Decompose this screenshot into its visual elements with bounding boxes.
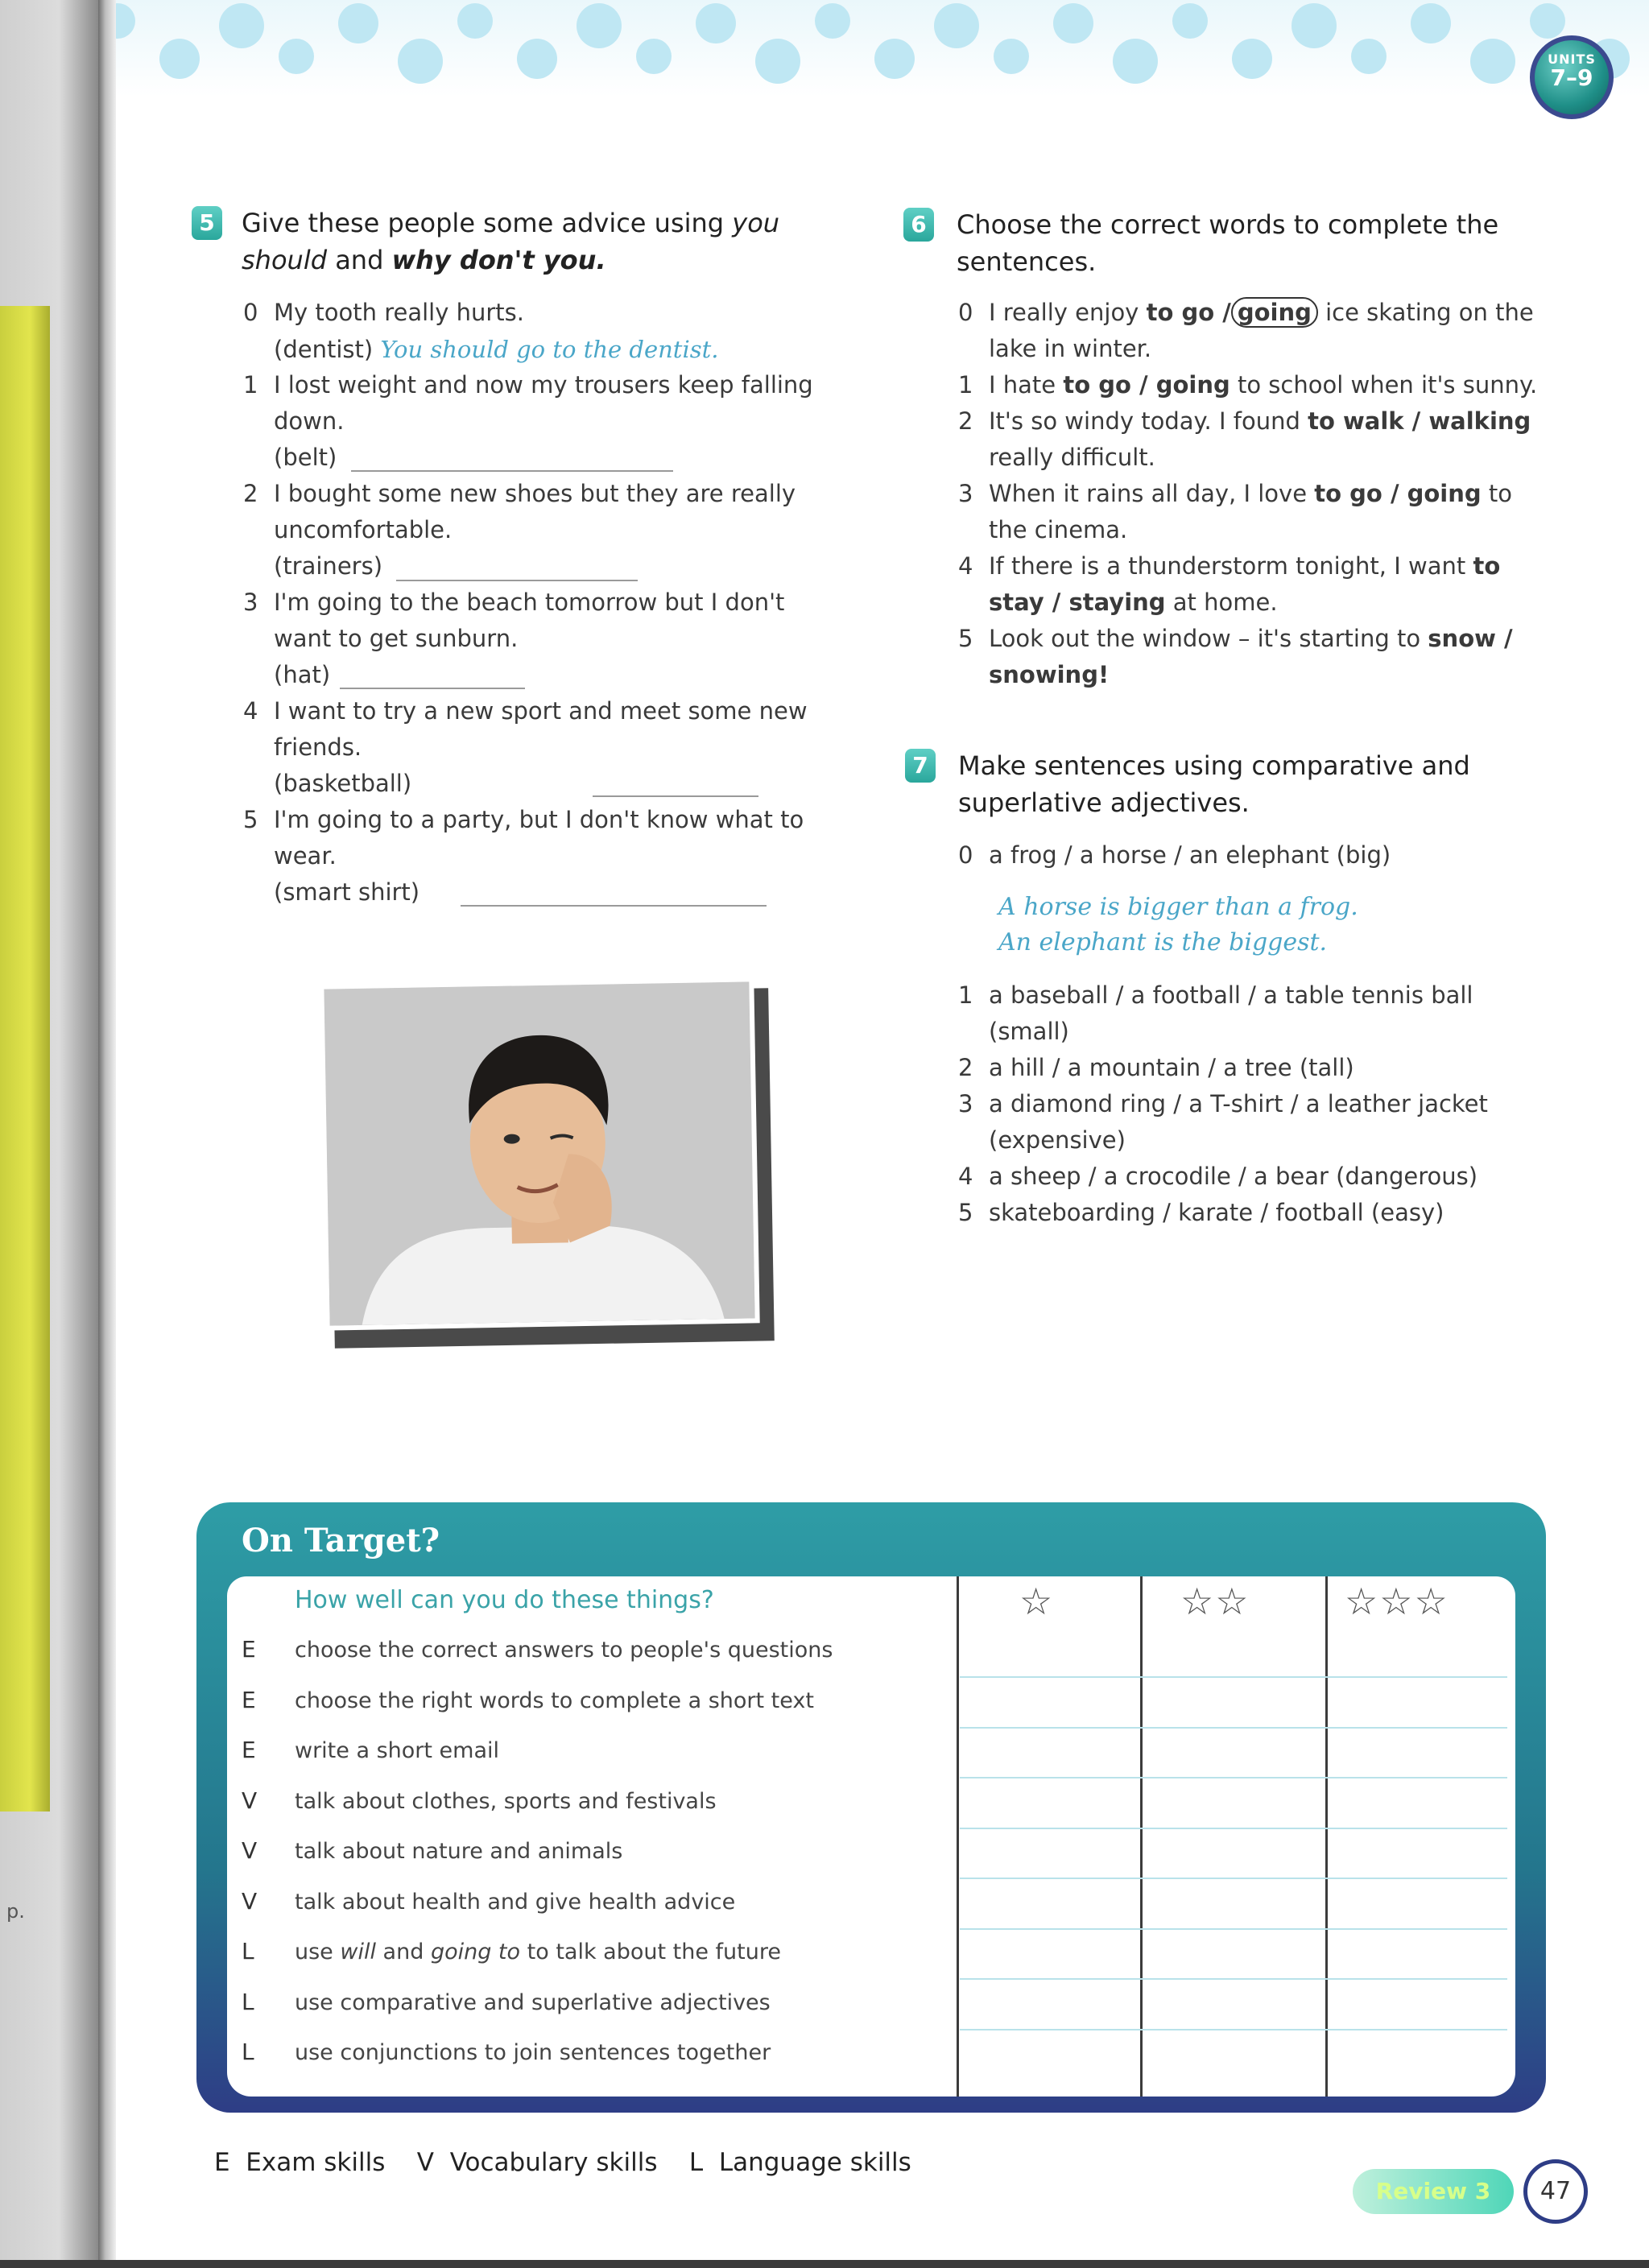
item-text: When it rains all day, I love — [989, 480, 1315, 507]
item-text: a frog / a horse / an elephant (big) — [989, 841, 1391, 869]
decorative-dot — [457, 3, 493, 39]
ex6-item-0 — [958, 295, 1570, 331]
answer-line[interactable] — [340, 688, 525, 689]
item-text: skateboarding / karate / football (easy) — [989, 1199, 1444, 1226]
rating-cell-1-star[interactable] — [960, 1630, 1140, 1676]
rating-cell-1-star[interactable] — [960, 1730, 1140, 1777]
skill-type-letter: V — [242, 1787, 258, 1814]
top-decorative-band — [116, 0, 1649, 97]
item-number: 1 — [243, 371, 258, 399]
ex5-title-text: Give these people some advice using — [242, 208, 733, 238]
ex5-item-0-cue — [274, 332, 719, 368]
decorative-dot — [279, 39, 314, 74]
ex5-item-4-line2: friends. — [274, 733, 362, 761]
decorative-dot — [219, 3, 264, 48]
item-text: I lost weight and now my trousers keep falling — [274, 371, 813, 399]
item-text: I bought some new shoes but they are really — [274, 480, 796, 507]
decorative-dot — [159, 39, 200, 79]
item-text-rest: to — [1481, 480, 1513, 507]
skill-description: choose the right words to complete a short text — [295, 1688, 814, 1713]
skill-description-part: going to — [430, 1940, 521, 1964]
rating-cell-1-star[interactable] — [960, 1931, 1140, 1978]
ex5-item-1-line2: down. — [274, 407, 345, 435]
item-number: 3 — [958, 480, 973, 507]
item-number: 2 — [243, 480, 258, 507]
answer-line[interactable] — [396, 580, 638, 581]
answer-line[interactable] — [461, 905, 767, 907]
option-separator: / — [1214, 299, 1231, 326]
decorative-dot — [1351, 39, 1387, 74]
ex6-item-3 — [958, 476, 1570, 512]
decorative-dot — [755, 39, 800, 84]
rating-cell-2-star[interactable] — [1143, 1931, 1324, 1978]
rating-cell-3-star[interactable] — [1329, 1882, 1511, 1928]
row-divider — [960, 1878, 1507, 1879]
ex6-item-5-line2 — [989, 657, 1109, 693]
rating-cell-1-star[interactable] — [960, 1982, 1140, 2029]
ex6-item-5 — [958, 621, 1570, 657]
cue-word: (dentist) — [274, 336, 374, 363]
item-text: Look out the window – it's starting to — [989, 625, 1428, 652]
exercise-5-title — [242, 204, 853, 279]
item-number: 5 — [958, 625, 973, 652]
on-target-title: On Target? — [242, 1522, 440, 1560]
ex5-item-3-line2: want to get sunburn. — [274, 625, 519, 652]
item-number: 1 — [958, 981, 973, 1009]
skills-legend: E Exam skills V Vocabulary skills L Language skills — [214, 2148, 911, 2177]
item-text: I'm going to the beach tomorrow but I don't — [274, 589, 785, 616]
rating-cell-1-star[interactable] — [960, 1831, 1140, 1878]
item-number: 2 — [958, 407, 973, 435]
item-text: a baseball / a football / a table tennis ball — [989, 981, 1473, 1009]
decorative-dot — [696, 3, 736, 43]
rating-cell-2-star[interactable] — [1143, 2032, 1324, 2079]
options[interactable]: to walk / walking — [1308, 407, 1531, 435]
decorative-dot — [934, 3, 979, 48]
row-divider — [960, 1928, 1507, 1930]
rating-cell-3-star[interactable] — [1329, 1831, 1511, 1878]
skill-type-letter: L — [242, 1989, 254, 2015]
ex7-item-3 — [958, 1086, 1570, 1122]
item-number: 1 — [958, 371, 973, 399]
options[interactable]: to — [1473, 552, 1501, 580]
punctuation: ! — [1097, 661, 1110, 688]
ex5-title-mid: and — [327, 245, 392, 275]
skill-description-part: to talk about the future — [520, 1940, 781, 1964]
rating-cell-1-star[interactable] — [960, 2032, 1140, 2079]
decorative-dot — [1232, 39, 1272, 79]
page-bottom-edge — [0, 2260, 1649, 2268]
item-number: 5 — [958, 1199, 973, 1226]
row-divider — [960, 1727, 1507, 1729]
rating-cell-3-star[interactable] — [1329, 1931, 1511, 1978]
decorative-dot — [116, 3, 135, 39]
rating-cell-3-star[interactable] — [1329, 1630, 1511, 1676]
exercise-6-title-line2: sentences. — [957, 246, 1097, 277]
rating-cell-2-star[interactable] — [1143, 1680, 1324, 1727]
ex5-item-5-cue: (smart shirt) — [274, 878, 420, 906]
ex6-item-4-line2 — [989, 585, 1278, 621]
answer-line[interactable] — [593, 795, 758, 797]
rating-cell-1-star[interactable] — [960, 1680, 1140, 1727]
item-number: 4 — [958, 1163, 973, 1190]
skill-description-part: and — [375, 1940, 431, 1964]
item-text: I'm going to a party, but I don't know what to — [274, 806, 804, 833]
unit-badge-range: 7–9 — [1550, 64, 1593, 91]
row-divider — [960, 1777, 1507, 1778]
example-answer-2: An elephant is the biggest. — [998, 928, 1328, 956]
item-text: a hill / a mountain / a tree (tall) — [989, 1054, 1354, 1081]
rating-cell-3-star[interactable] — [1329, 2032, 1511, 2079]
item-text: a diamond ring / a T-shirt / a leather jacket — [989, 1090, 1488, 1117]
skill-type-letter: E — [242, 1737, 256, 1763]
skill-description-part: will — [340, 1940, 376, 1964]
row-divider — [960, 2029, 1507, 2030]
skill-description: choose the correct answers to people's questions — [295, 1638, 833, 1663]
photo-boy-toothache — [319, 977, 759, 1330]
item-text-rest: ice skating on the — [1317, 299, 1534, 326]
side-text-fragment: p. — [6, 1900, 25, 1923]
table-question-heading: How well can you do these things? — [295, 1586, 714, 1614]
two-star-icon: ☆☆ — [1180, 1580, 1250, 1623]
exercise-7-number: 7 — [905, 749, 936, 783]
ex5-item-2-cue: (trainers) — [274, 552, 383, 580]
skill-description-part: use — [295, 1940, 341, 1964]
review-section-tab: Review 3 — [1353, 2169, 1514, 2214]
item-number: 0 — [958, 299, 973, 326]
item-number: 4 — [243, 697, 258, 725]
rating-cell-2-star[interactable] — [1143, 1781, 1324, 1828]
item-number: 4 — [958, 552, 973, 580]
ex6-item-1 — [958, 367, 1570, 403]
skill-type-letter: L — [242, 2039, 254, 2065]
decorative-dot — [577, 3, 622, 48]
page-number: 47 — [1523, 2159, 1588, 2224]
decorative-dot — [874, 39, 915, 79]
example-answer: You should go to the dentist. — [380, 336, 719, 363]
skill-description: talk about clothes, sports and festivals — [295, 1789, 717, 1814]
row-divider — [960, 1828, 1507, 1829]
ex7-item-0 — [958, 837, 1570, 874]
item-number: 3 — [243, 589, 258, 616]
rating-cell-1-star[interactable] — [960, 1882, 1140, 1928]
ex7-item-1-line2: (small) — [989, 1018, 1069, 1045]
ex6-item-2 — [958, 403, 1570, 440]
decorative-dot — [1053, 3, 1093, 43]
decorative-dot — [636, 39, 672, 74]
rating-cell-3-star[interactable] — [1329, 1680, 1511, 1727]
option-a: to go — [1146, 299, 1215, 326]
options[interactable]: to go / going — [1063, 371, 1230, 399]
column-divider — [1325, 1576, 1328, 2097]
book-gutter — [98, 0, 116, 2268]
exercise-6-title-line1: Choose the correct words to complete the — [957, 209, 1499, 240]
ex5-item-5-line2: wear. — [274, 842, 337, 870]
exercise-6-number: 6 — [903, 208, 934, 242]
rating-cell-1-star[interactable] — [960, 1781, 1140, 1828]
rating-cell-3-star[interactable] — [1329, 1781, 1511, 1828]
item-text: If there is a thunderstorm tonight, I want — [989, 552, 1473, 580]
rating-cell-2-star[interactable] — [1143, 1630, 1324, 1676]
decorative-dot — [517, 39, 557, 79]
decorative-dot — [1470, 39, 1515, 84]
item-text-rest: at home. — [1165, 589, 1278, 616]
ex5-title-italic-2: why don't you. — [391, 245, 606, 275]
rating-cell-2-star[interactable] — [1143, 1982, 1324, 2029]
ex6-item-3-line2: the cinema. — [989, 516, 1128, 543]
item-text-rest: to school when it's sunny. — [1230, 371, 1538, 399]
ex5-item-1-cue: (belt) — [274, 444, 337, 471]
skill-description: talk about health and give health advice — [295, 1890, 736, 1915]
ex6-item-4 — [958, 548, 1570, 585]
skill-description: write a short email — [295, 1738, 500, 1763]
ex7-item-3-line2: (expensive) — [989, 1126, 1126, 1154]
skill-description: talk about nature and animals — [295, 1839, 623, 1864]
item-number: 2 — [958, 1054, 973, 1081]
decorative-dot — [1172, 3, 1208, 39]
ex7-item-4 — [958, 1159, 1570, 1195]
item-number: 0 — [243, 299, 258, 326]
unit-badge-label: UNITS — [1548, 52, 1596, 67]
decorative-dot — [1292, 3, 1337, 48]
item-number: 3 — [958, 1090, 973, 1117]
column-divider — [957, 1576, 959, 2097]
rating-cell-2-star[interactable] — [1143, 1831, 1324, 1878]
skill-description: use comparative and superlative adjectives — [295, 1990, 771, 2015]
ex7-item-5 — [958, 1195, 1570, 1231]
circled-answer: going — [1231, 297, 1318, 328]
rating-cell-3-star[interactable] — [1329, 1982, 1511, 2029]
ex6-item-0-line2: lake in winter. — [989, 335, 1152, 362]
skill-type-letter: E — [242, 1636, 256, 1663]
unit-badge — [1530, 35, 1614, 119]
ex5-item-4-cue: (basketball) — [274, 770, 412, 797]
ex5-title-italic-1: you should — [242, 208, 780, 275]
decorative-dot — [338, 3, 378, 43]
skill-type-letter: V — [242, 1837, 258, 1864]
item-text: I want to try a new sport and meet some new — [274, 697, 808, 725]
options[interactable]: stay / staying — [989, 589, 1166, 616]
ex5-item-2-line2: uncomfortable. — [274, 516, 453, 543]
item-text: My tooth really hurts. — [274, 299, 524, 326]
ex7-item-1 — [958, 977, 1570, 1014]
example-answer-1: A horse is bigger than a frog. — [998, 893, 1358, 921]
decorative-dot — [398, 39, 443, 84]
skill-type-letter: E — [242, 1687, 256, 1713]
decorative-dot — [815, 3, 850, 39]
decorative-dot — [994, 39, 1029, 74]
item-text: I hate — [989, 371, 1064, 399]
three-star-icon: ☆☆☆ — [1345, 1580, 1449, 1623]
row-divider — [960, 1676, 1507, 1678]
options[interactable]: snow / — [1428, 625, 1513, 652]
exercise-7-title-line2: superlative adjectives. — [958, 787, 1250, 818]
decorative-dot — [1530, 3, 1565, 39]
exercise-5-number: 5 — [192, 206, 222, 240]
ex6-item-2-line2: really difficult. — [989, 444, 1155, 471]
row-divider — [960, 1978, 1507, 1980]
ex5-item-3-cue: (hat) — [274, 661, 331, 688]
options[interactable]: snowing — [989, 661, 1098, 688]
skill-description: use conjunctions to join sentences together — [295, 2040, 771, 2065]
options[interactable]: to go / going — [1314, 480, 1482, 507]
decorative-dot — [1411, 3, 1451, 43]
item-text: I really enjoy — [989, 299, 1147, 326]
one-star-icon: ☆ — [1019, 1580, 1055, 1623]
column-divider — [1140, 1576, 1143, 2097]
item-text: It's so windy today. I found — [989, 407, 1308, 435]
skill-description — [295, 1940, 781, 1964]
answer-line[interactable] — [351, 470, 673, 472]
decorative-dot — [1113, 39, 1158, 84]
skill-type-letter: V — [242, 1888, 258, 1915]
item-text: a sheep / a crocodile / a bear (dangerous) — [989, 1163, 1478, 1190]
rating-cell-2-star[interactable] — [1143, 1882, 1324, 1928]
item-number: 0 — [958, 841, 973, 869]
skill-type-letter: L — [242, 1938, 254, 1964]
yellow-side-tab — [0, 306, 50, 1812]
exercise-7-title-line1: Make sentences using comparative and — [958, 750, 1470, 781]
boy-illustration — [324, 981, 754, 1325]
ex7-item-2 — [958, 1050, 1570, 1086]
rating-cell-2-star[interactable] — [1143, 1730, 1324, 1777]
item-number: 5 — [243, 806, 258, 833]
rating-cell-3-star[interactable] — [1329, 1730, 1511, 1777]
